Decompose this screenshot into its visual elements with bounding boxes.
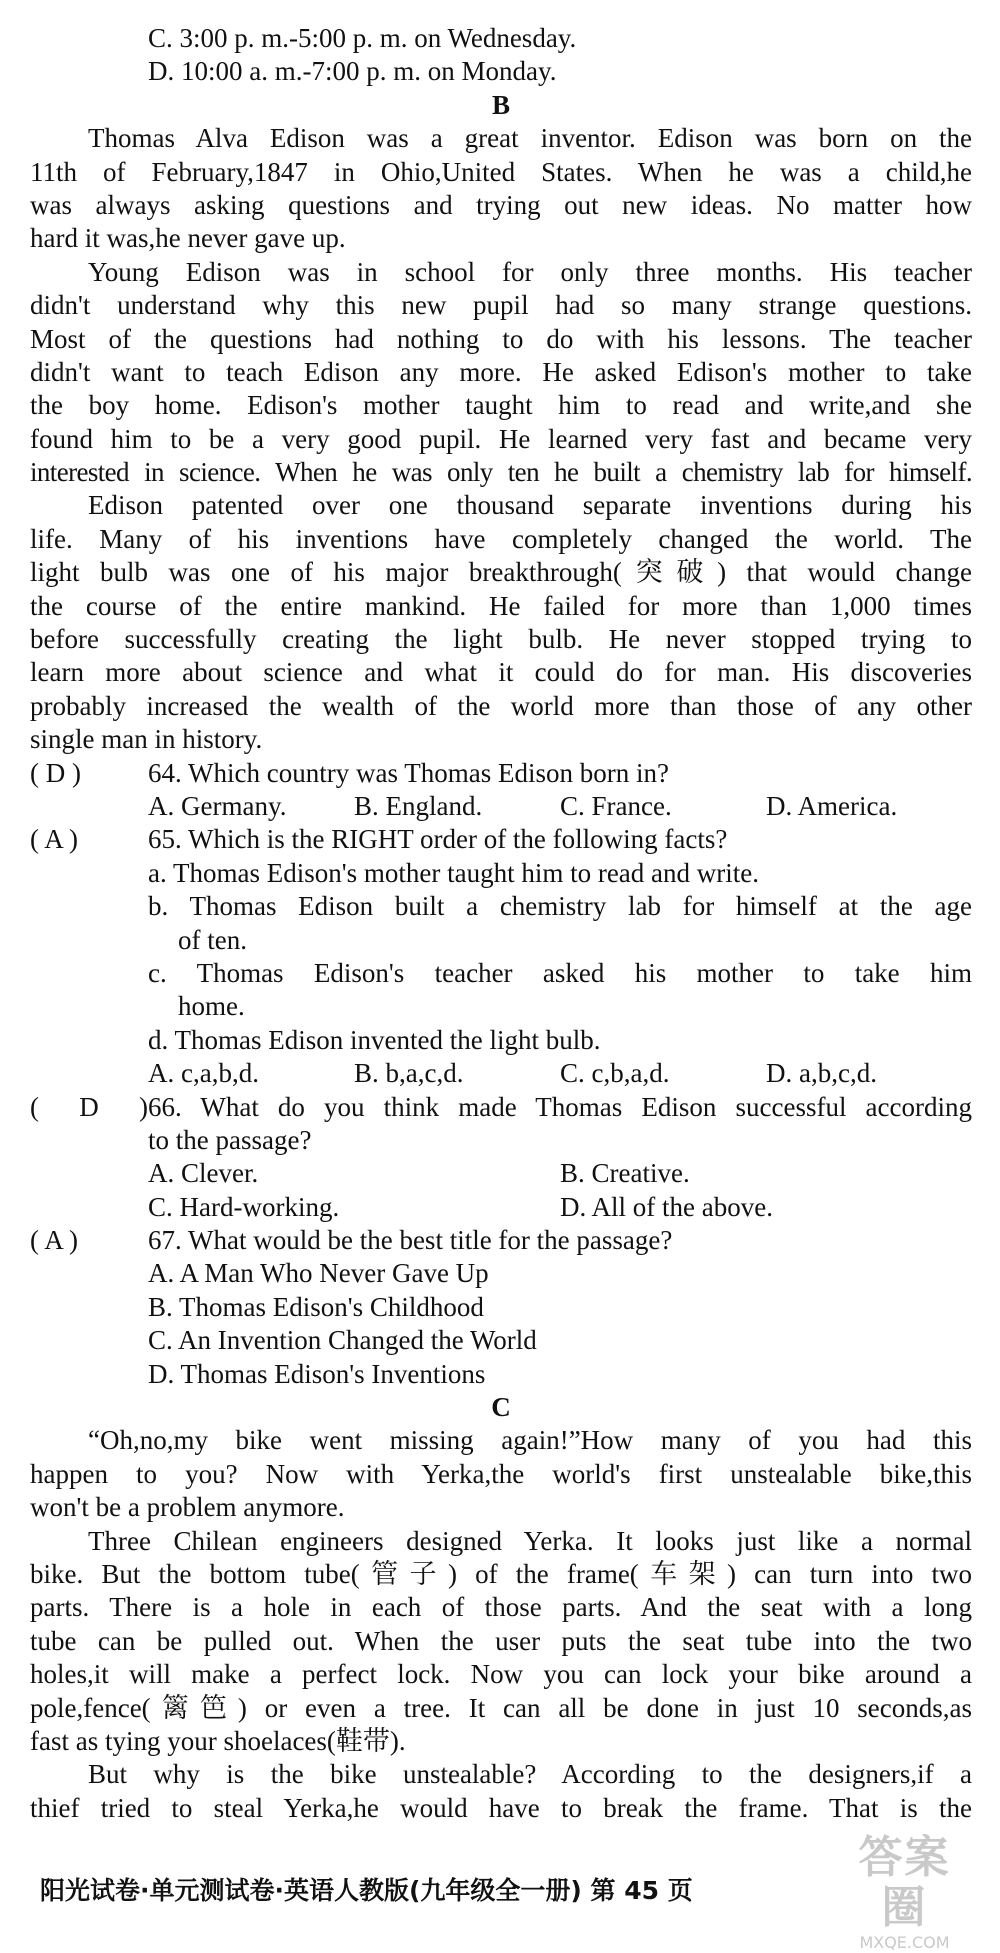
passage-line: Most of the questions had nothing to do with his lessons. The teacher: [30, 323, 972, 354]
question-stem: 66. What do you think made Thomas Edison successful according: [148, 1091, 972, 1122]
passage-line: the course of the entire mankind. He failed for more than 1,000 times: [30, 590, 972, 621]
passage-line: Edison patented over one thousand separate inventions during his: [88, 490, 972, 521]
option-c: C. c,b,a,d.: [560, 1058, 670, 1089]
passage-line: But why is the bike unstealable? According to the designers,if a: [88, 1759, 972, 1790]
answer-65: ( A ): [30, 824, 79, 855]
question-stem: 64. Which country was Thomas Edison born in?: [148, 757, 669, 788]
fact-c: c. Thomas Edison's teacher asked his mother to take him: [148, 957, 972, 988]
answer-66: ( D ): [30, 1091, 148, 1122]
question-stem: 65. Which is the RIGHT order of the following facts?: [148, 824, 728, 855]
option-b: B. Thomas Edison's Childhood: [148, 1291, 484, 1322]
answer-64: ( D ): [30, 757, 81, 788]
passage-line: single man in history.: [30, 724, 263, 755]
passage-c: [30, 1424, 972, 1825]
options-65: [30, 1057, 972, 1090]
option-a: A. A Man Who Never Gave Up: [148, 1258, 489, 1289]
fact-d: d. Thomas Edison invented the light bulb.: [148, 1024, 601, 1055]
question-65: [30, 823, 972, 856]
options-66-row2: [30, 1191, 972, 1224]
option-b: B. England.: [354, 790, 483, 821]
section-heading-b: B: [491, 89, 510, 120]
fact-b: b. Thomas Edison built a chemistry lab for himself at the age: [148, 891, 972, 922]
passage-line: happen to you? Now with Yerka,the world's first unstealable bike,this: [30, 1458, 972, 1489]
passage-line: Three Chilean engineers designed Yerka. It looks just like a normal: [88, 1525, 972, 1556]
passage-line: fast as tying your shoelaces(鞋带).: [30, 1725, 406, 1756]
fact-a: a. Thomas Edison's mother taught him to read and write.: [148, 857, 759, 888]
fact-c-cont: home.: [178, 991, 245, 1022]
passage-line: Thomas Alva Edison was a great inventor. Edison was born on the: [88, 123, 972, 154]
option-d: D. All of the above.: [560, 1191, 773, 1222]
watermark-logo-text: 答案圈: [858, 1832, 951, 1933]
option-b: B. Creative.: [560, 1158, 690, 1189]
passage-line: didn't want to teach Edison any more. He asked Edison's mother to take: [30, 356, 972, 387]
options-64: [30, 790, 972, 823]
question-stem: 67. What would be the best title for the passage?: [148, 1225, 673, 1256]
passage-line: thief tried to steal Yerka,he would have to break the frame. That is the: [30, 1792, 972, 1823]
option-b: B. b,a,c,d.: [354, 1058, 464, 1089]
watermark-url: MXQE.COM: [859, 1933, 950, 1952]
question-stem-cont: to the passage?: [148, 1124, 312, 1155]
passage-line: found him to be a very good pupil. He learned very fast and became very: [30, 423, 972, 454]
exam-page: [30, 22, 972, 1825]
page-footer: 阳光试卷·单元测试卷·英语人教版(九年级全一册) 第 45 页: [40, 1876, 693, 1905]
passage-line: was always asking questions and trying out new ideas. No matter how: [30, 189, 972, 220]
watermark-logo: [837, 1832, 972, 1952]
option-d: D. Thomas Edison's Inventions: [148, 1358, 486, 1389]
passage-line: interested in science. When he was only ten he built a chemistry lab for himself.: [30, 457, 972, 488]
passage-line: didn't understand why this new pupil had so many strange questions.: [30, 290, 972, 321]
options-66-row1: [30, 1157, 972, 1190]
passage-line: won't be a problem anymore.: [30, 1492, 345, 1523]
passage-line: “Oh,no,my bike went missing again!”How many of you had this: [88, 1425, 972, 1456]
passage-line: holes,it will make a perfect lock. Now you can lock your bike around a: [30, 1659, 972, 1690]
passage-line: hard it was,he never gave up.: [30, 223, 346, 254]
question-67: [30, 1224, 972, 1257]
passage-line: probably increased the wealth of the world more than those of any other: [30, 690, 972, 721]
option-a: A. Germany.: [148, 790, 287, 821]
passage-line: pole,fence(篱笆) or even a tree. It can all be done in just 10 seconds,as: [30, 1692, 972, 1723]
answer-67: ( A ): [30, 1225, 79, 1256]
option-d: D. a,b,c,d.: [766, 1058, 877, 1089]
passage-line: learn more about science and what it could do for man. His discoveries: [30, 657, 972, 688]
option-c: C. Hard-working.: [148, 1191, 340, 1222]
passage-line: before successfully creating the light bulb. He never stopped trying to: [30, 624, 972, 655]
option-a: A. c,a,b,d.: [148, 1058, 259, 1089]
passage-line: life. Many of his inventions have completely changed the world. The: [30, 523, 972, 554]
option-a: A. Clever.: [148, 1158, 259, 1189]
passage-line: 11th of February,1847 in Ohio,United States. When he was a child,he: [30, 156, 972, 187]
option-line: D. 10:00 a. m.-7:00 p. m. on Monday.: [148, 56, 557, 87]
section-heading-c: C: [491, 1392, 511, 1423]
passage-line: bike. But the bottom tube(管子) of the frame(车架) can turn into two: [30, 1558, 972, 1589]
passage-line: the boy home. Edison's mother taught him to read and write,and she: [30, 390, 972, 421]
option-d: D. America.: [766, 790, 898, 821]
fact-b-cont: of ten.: [178, 924, 247, 955]
passage-line: parts. There is a hole in each of those parts. And the seat with a long: [30, 1592, 972, 1623]
option-c: C. France.: [560, 790, 672, 821]
option-line: C. 3:00 p. m.-5:00 p. m. on Wednesday.: [148, 23, 577, 53]
passage-b: [30, 122, 972, 756]
question-66: [30, 1091, 972, 1124]
passage-line: light bulb was one of his major breakthrough(突破) that would change: [30, 557, 972, 588]
question-64: [30, 757, 972, 790]
passage-line: tube can be pulled out. When the user puts the seat tube into the two: [30, 1625, 972, 1656]
option-c: C. An Invention Changed the World: [148, 1325, 537, 1356]
passage-line: Young Edison was in school for only three months. His teacher: [88, 256, 972, 287]
